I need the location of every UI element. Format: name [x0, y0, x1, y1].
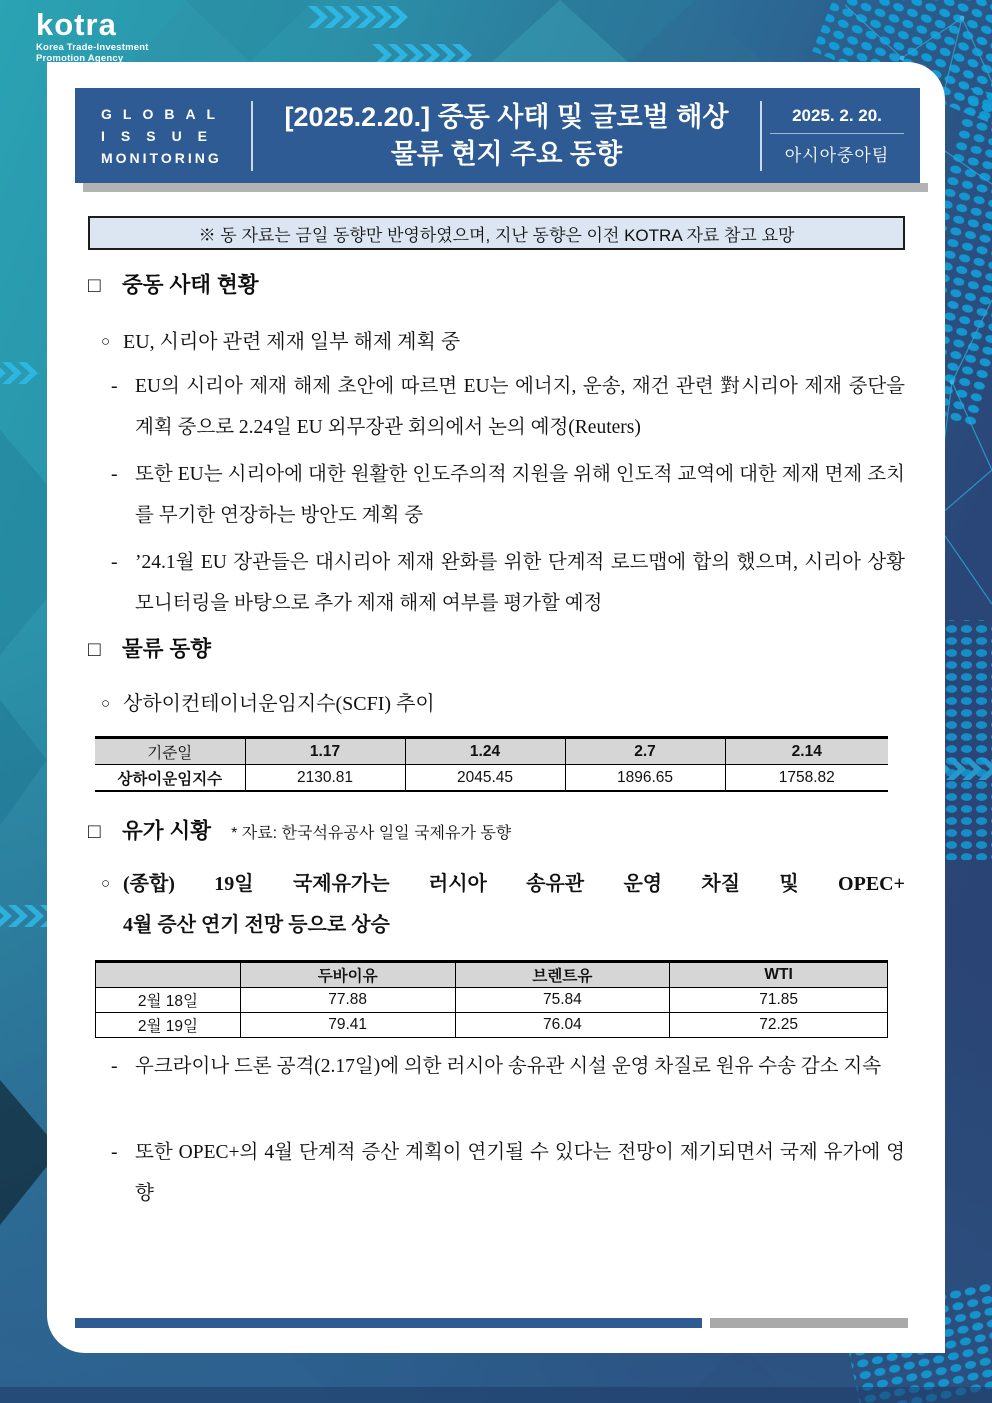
oil-row-feb18-label: 2월 18일 [96, 988, 241, 1013]
scfi-header-date4: 2.14 [725, 738, 888, 765]
section-square-marker: □ [88, 638, 101, 661]
series-label [75, 103, 251, 169]
mideast-item-3 [111, 542, 905, 624]
dash-marker: - [111, 376, 118, 397]
oil-header-row [96, 962, 888, 988]
report-header-bar [75, 88, 920, 183]
oil-row-feb18 [96, 988, 888, 1013]
bottom-edge-band [0, 1387, 992, 1403]
logo-tagline-line1: Korea Trade-Investment [36, 42, 149, 53]
oil-feb18-wti: 71.85 [670, 988, 888, 1013]
scfi-header-basedate: 기준일 [95, 738, 245, 765]
logistics-bullet-text: 상하이컨테이너운임지수(SCFI) 추이 [123, 693, 435, 715]
oil-header-brent: 브렌트유 [455, 962, 670, 988]
oil-price-table [95, 960, 888, 1038]
section-mideast-title: 중동 사태 현황 [122, 273, 259, 297]
dash-marker: - [111, 552, 118, 573]
kotra-logo [36, 7, 149, 64]
circle-bullet-marker: ○ [101, 696, 111, 712]
scfi-value-row [95, 765, 888, 792]
report-page [47, 62, 945, 1353]
series-line-global: GLOBAL [101, 105, 227, 122]
section-square-marker: □ [88, 274, 101, 297]
circle-bullet-marker: ○ [101, 876, 111, 892]
section-logistics-heading [88, 632, 211, 663]
oil-feb18-brent: 75.84 [455, 988, 670, 1013]
dash-marker: - [111, 1056, 118, 1077]
mideast-item-2-text: 또한 EU는 시리아에 대한 원활한 인도주의적 지원을 위해 인도적 교역에 대한 제재 면제 조치를 무기한 연장하는 방안도 계획 중 [135, 464, 905, 526]
scfi-value-2: 2045.45 [405, 765, 565, 792]
mideast-item-1-text: EU의 시리아 제재 해제 초안에 따르면 EU는 에너지, 운송, 재건 관련 對시리아 제재 중단을 계획 중으로 2.24일 EU 외무장관 회의에서 논의 예정(Reuters) [135, 376, 905, 438]
oil-feb18-dubai: 77.88 [240, 988, 455, 1013]
oil-item-1-text: 우크라이나 드론 공격(2.17일)에 의한 러시아 송유관 시설 운영 차질로 원유 수송 감소 지속 [135, 1056, 882, 1077]
series-line-monitoring: MONITORING [101, 149, 222, 166]
section-square-marker: □ [88, 820, 101, 843]
dash-marker: - [111, 464, 118, 485]
scfi-row-label: 상하이운임지수 [95, 765, 245, 792]
circle-bullet-marker: ○ [101, 334, 111, 350]
mideast-item-2 [111, 454, 905, 536]
scfi-header-row [95, 738, 888, 765]
scfi-header-date2: 1.24 [405, 738, 565, 765]
scfi-index-table [95, 736, 888, 792]
oil-summary-line2: 4월 증산 연기 전망 등으로 상승 [123, 914, 390, 936]
mideast-bullet [101, 322, 905, 363]
scfi-value-4: 1758.82 [725, 765, 888, 792]
scfi-value-1: 2130.81 [245, 765, 405, 792]
section-oil-heading [88, 814, 511, 845]
scfi-header-date3: 2.7 [565, 738, 725, 765]
mideast-bullet-text: EU, 시리아 관련 제재 일부 해제 계획 중 [123, 331, 461, 353]
report-meta [762, 106, 920, 166]
logistics-bullet [101, 684, 905, 725]
oil-header-empty [96, 962, 241, 988]
oil-header-dubai: 두바이유 [240, 962, 455, 988]
notice-box [88, 216, 905, 250]
oil-item-2-text: 또한 OPEC+의 4월 단계적 증산 계획이 연기될 수 있다는 전망이 제기되면서 국제 유가에 영향 [135, 1142, 905, 1204]
oil-header-wti: WTI [670, 962, 888, 988]
report-date: 2025. 2. 20. [792, 105, 882, 125]
scfi-header-date1: 1.17 [245, 738, 405, 765]
footer-bar-gray [710, 1318, 908, 1328]
scfi-value-3: 1896.65 [565, 765, 725, 792]
oil-feb19-brent: 76.04 [455, 1013, 670, 1038]
logo-tagline-line2: Promotion Agency [36, 53, 124, 64]
series-line-issue: ISSUE [101, 127, 224, 144]
oil-summary-line1: (종합) 19일 국제유가는 러시아 송유관 운영 차질 및 OPEC+ [123, 873, 905, 895]
mideast-item-1 [111, 366, 905, 448]
mideast-item-3-text: ’24.1월 EU 장관들은 대시리아 제재 완화를 위한 단계적 로드맵에 합의 했으며, 시리아 상황 모니터링을 바탕으로 추가 제재 해제 여부를 평가할 예정 [135, 552, 905, 614]
section-logistics-title: 물류 동향 [122, 637, 212, 661]
oil-summary-bullet [101, 864, 905, 946]
oil-feb19-dubai: 79.41 [240, 1013, 455, 1038]
section-oil-title: 유가 시황 [122, 819, 212, 843]
dash-marker: - [111, 1142, 118, 1163]
report-team: 아시아중아팀 [784, 145, 890, 165]
section-mideast-heading [88, 268, 259, 299]
oil-row-feb19-label: 2월 19일 [96, 1013, 241, 1038]
oil-item-2 [111, 1132, 905, 1214]
oil-item-1 [111, 1046, 905, 1087]
footer-bar-blue [75, 1318, 702, 1328]
header-bar-shadow [83, 183, 928, 192]
oil-source-note: * 자료: 한국석유공사 일일 국제유가 동향 [231, 825, 512, 842]
report-title-line1: [2025.2.20.] 중동 사태 및 글로벌 해상 [284, 101, 729, 132]
kotra-wordmark: kotra [36, 7, 117, 42]
oil-feb19-wti: 72.25 [670, 1013, 888, 1038]
report-title-line2: 물류 현지 주요 동향 [390, 138, 623, 169]
report-title [253, 99, 760, 173]
notice-text: ※ 동 자료는 금일 동향만 반영하였으며, 지난 동향은 이전 KOTRA 자료 참고 요망 [198, 225, 795, 245]
oil-row-feb19 [96, 1013, 888, 1038]
